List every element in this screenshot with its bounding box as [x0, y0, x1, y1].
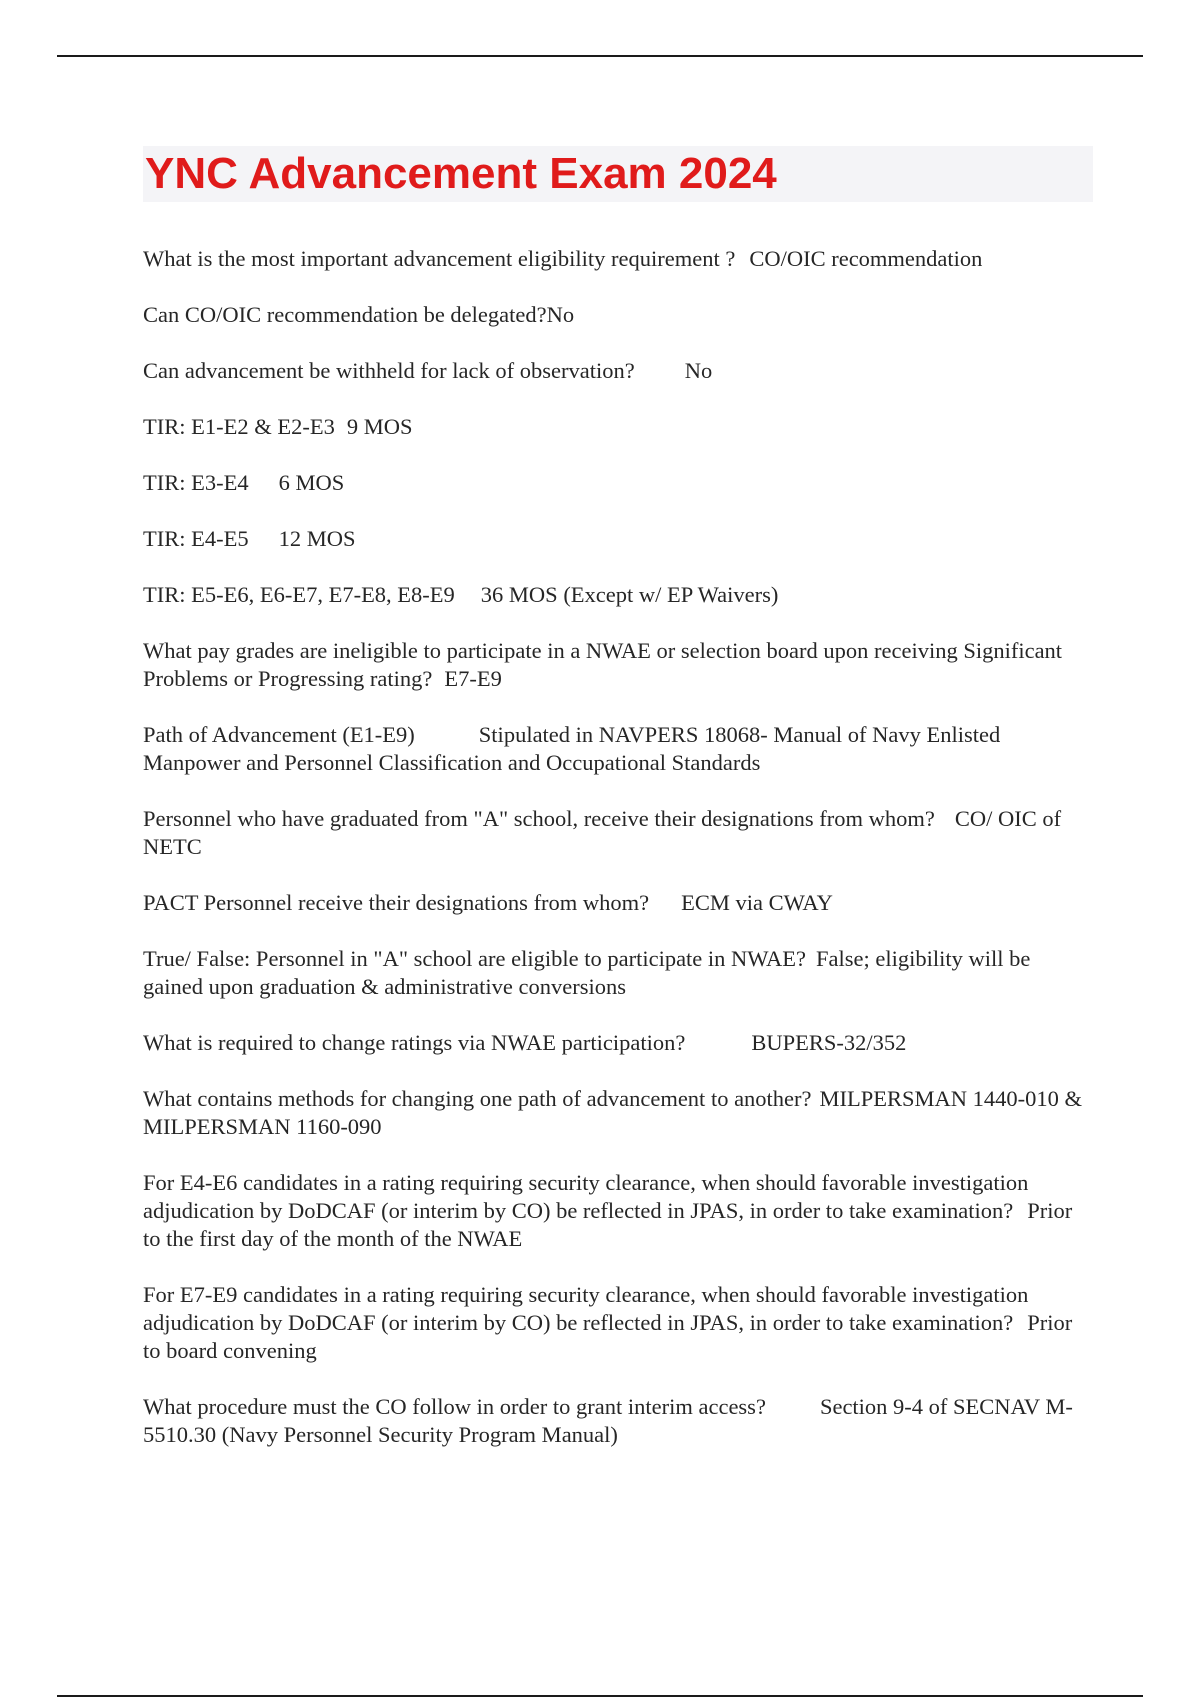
title-band [143, 146, 1093, 202]
qa-item [143, 1281, 1093, 1365]
footer-rule [57, 1695, 1143, 1697]
header-rule [57, 55, 1143, 57]
document-body [143, 146, 1093, 1477]
qa-item [143, 889, 1093, 917]
question: Can advancement be withheld for lack of observation? [143, 358, 635, 383]
qa-item [143, 469, 1093, 497]
qa-item [143, 1169, 1093, 1253]
question: What is required to change ratings via NWAE participation? [143, 1030, 686, 1055]
answer: BUPERS-32/352 [751, 1030, 907, 1055]
qa-item [143, 721, 1093, 777]
question: Can CO/OIC recommendation be delegated? [143, 302, 547, 327]
question: For E7-E9 candidates in a rating requiring security clearance, when should favorable investigation adjudication by DoDCAF (or interim by CO) be reflected in JPAS, in order to take examination? [143, 1282, 1029, 1335]
question: What contains methods for changing one path of advancement to another? [143, 1086, 812, 1111]
qa-item [143, 1085, 1093, 1141]
answer: No [684, 358, 713, 383]
question: What is the most important advancement eligibility requirement ? [143, 246, 736, 271]
question: TIR: E1-E2 & E2-E3 [143, 414, 335, 439]
answer: 36 MOS (Except w/ EP Waivers) [480, 582, 779, 607]
qa-item [143, 805, 1093, 861]
qa-list [143, 245, 1093, 1449]
qa-item [143, 301, 1093, 329]
qa-item [143, 1393, 1093, 1449]
answer: 6 MOS [278, 470, 345, 495]
question: Path of Advancement (E1-E9) [143, 722, 415, 747]
answer: CO/ OIC of NETC [143, 806, 1062, 859]
qa-item [143, 637, 1093, 693]
answer: 9 MOS [346, 414, 413, 439]
question: TIR: E4-E5 [143, 526, 249, 551]
answer: Prior to the first day of the month of the NWAE [143, 1198, 1073, 1251]
question: TIR: E5-E6, E6-E7, E7-E8, E8-E9 [143, 582, 455, 607]
question: PACT Personnel receive their designations from whom? [143, 890, 650, 915]
answer: Prior to board convening [143, 1310, 1073, 1363]
question: Personnel who have graduated from "A" school, receive their designations from whom? [143, 806, 935, 831]
answer: E7-E9 [444, 666, 502, 691]
question: What pay grades are ineligible to participate in a NWAE or selection board upon receiving Significant Problems or Progressing rating? [143, 638, 1063, 691]
qa-item [143, 1029, 1093, 1057]
question: What procedure must the CO follow in order to grant interim access? [143, 1394, 766, 1419]
question: For E4-E6 candidates in a rating requiring security clearance, when should favorable investigation adjudication by DoDCAF (or interim by CO) be reflected in JPAS, in order to take examination? [143, 1170, 1029, 1223]
qa-item [143, 245, 1093, 273]
answer: Stipulated in NAVPERS 18068- Manual of Navy Enlisted Manpower and Personnel Classification and Occupational Standards [143, 722, 1001, 775]
qa-item [143, 525, 1093, 553]
answer: 12 MOS [278, 526, 356, 551]
answer: False; eligibility will be gained upon graduation & administrative conversions [143, 946, 1031, 999]
question: True/ False: Personnel in "A" school are eligible to participate in NWAE? [143, 946, 807, 971]
qa-item [143, 945, 1093, 1001]
answer: ECM via CWAY [681, 890, 833, 915]
question: TIR: E3-E4 [143, 470, 249, 495]
qa-item [143, 357, 1093, 385]
qa-item [143, 413, 1093, 441]
answer: No [546, 302, 575, 327]
answer: MILPERSMAN 1440-010 & MILPERSMAN 1160-090 [143, 1086, 1083, 1139]
qa-item [143, 581, 1093, 609]
answer: CO/OIC recommendation [749, 246, 983, 271]
answer: Section 9-4 of SECNAV M-5510.30 (Navy Personnel Security Program Manual) [143, 1394, 1073, 1447]
document-title: YNC Advancement Exam 2024 [145, 149, 777, 198]
